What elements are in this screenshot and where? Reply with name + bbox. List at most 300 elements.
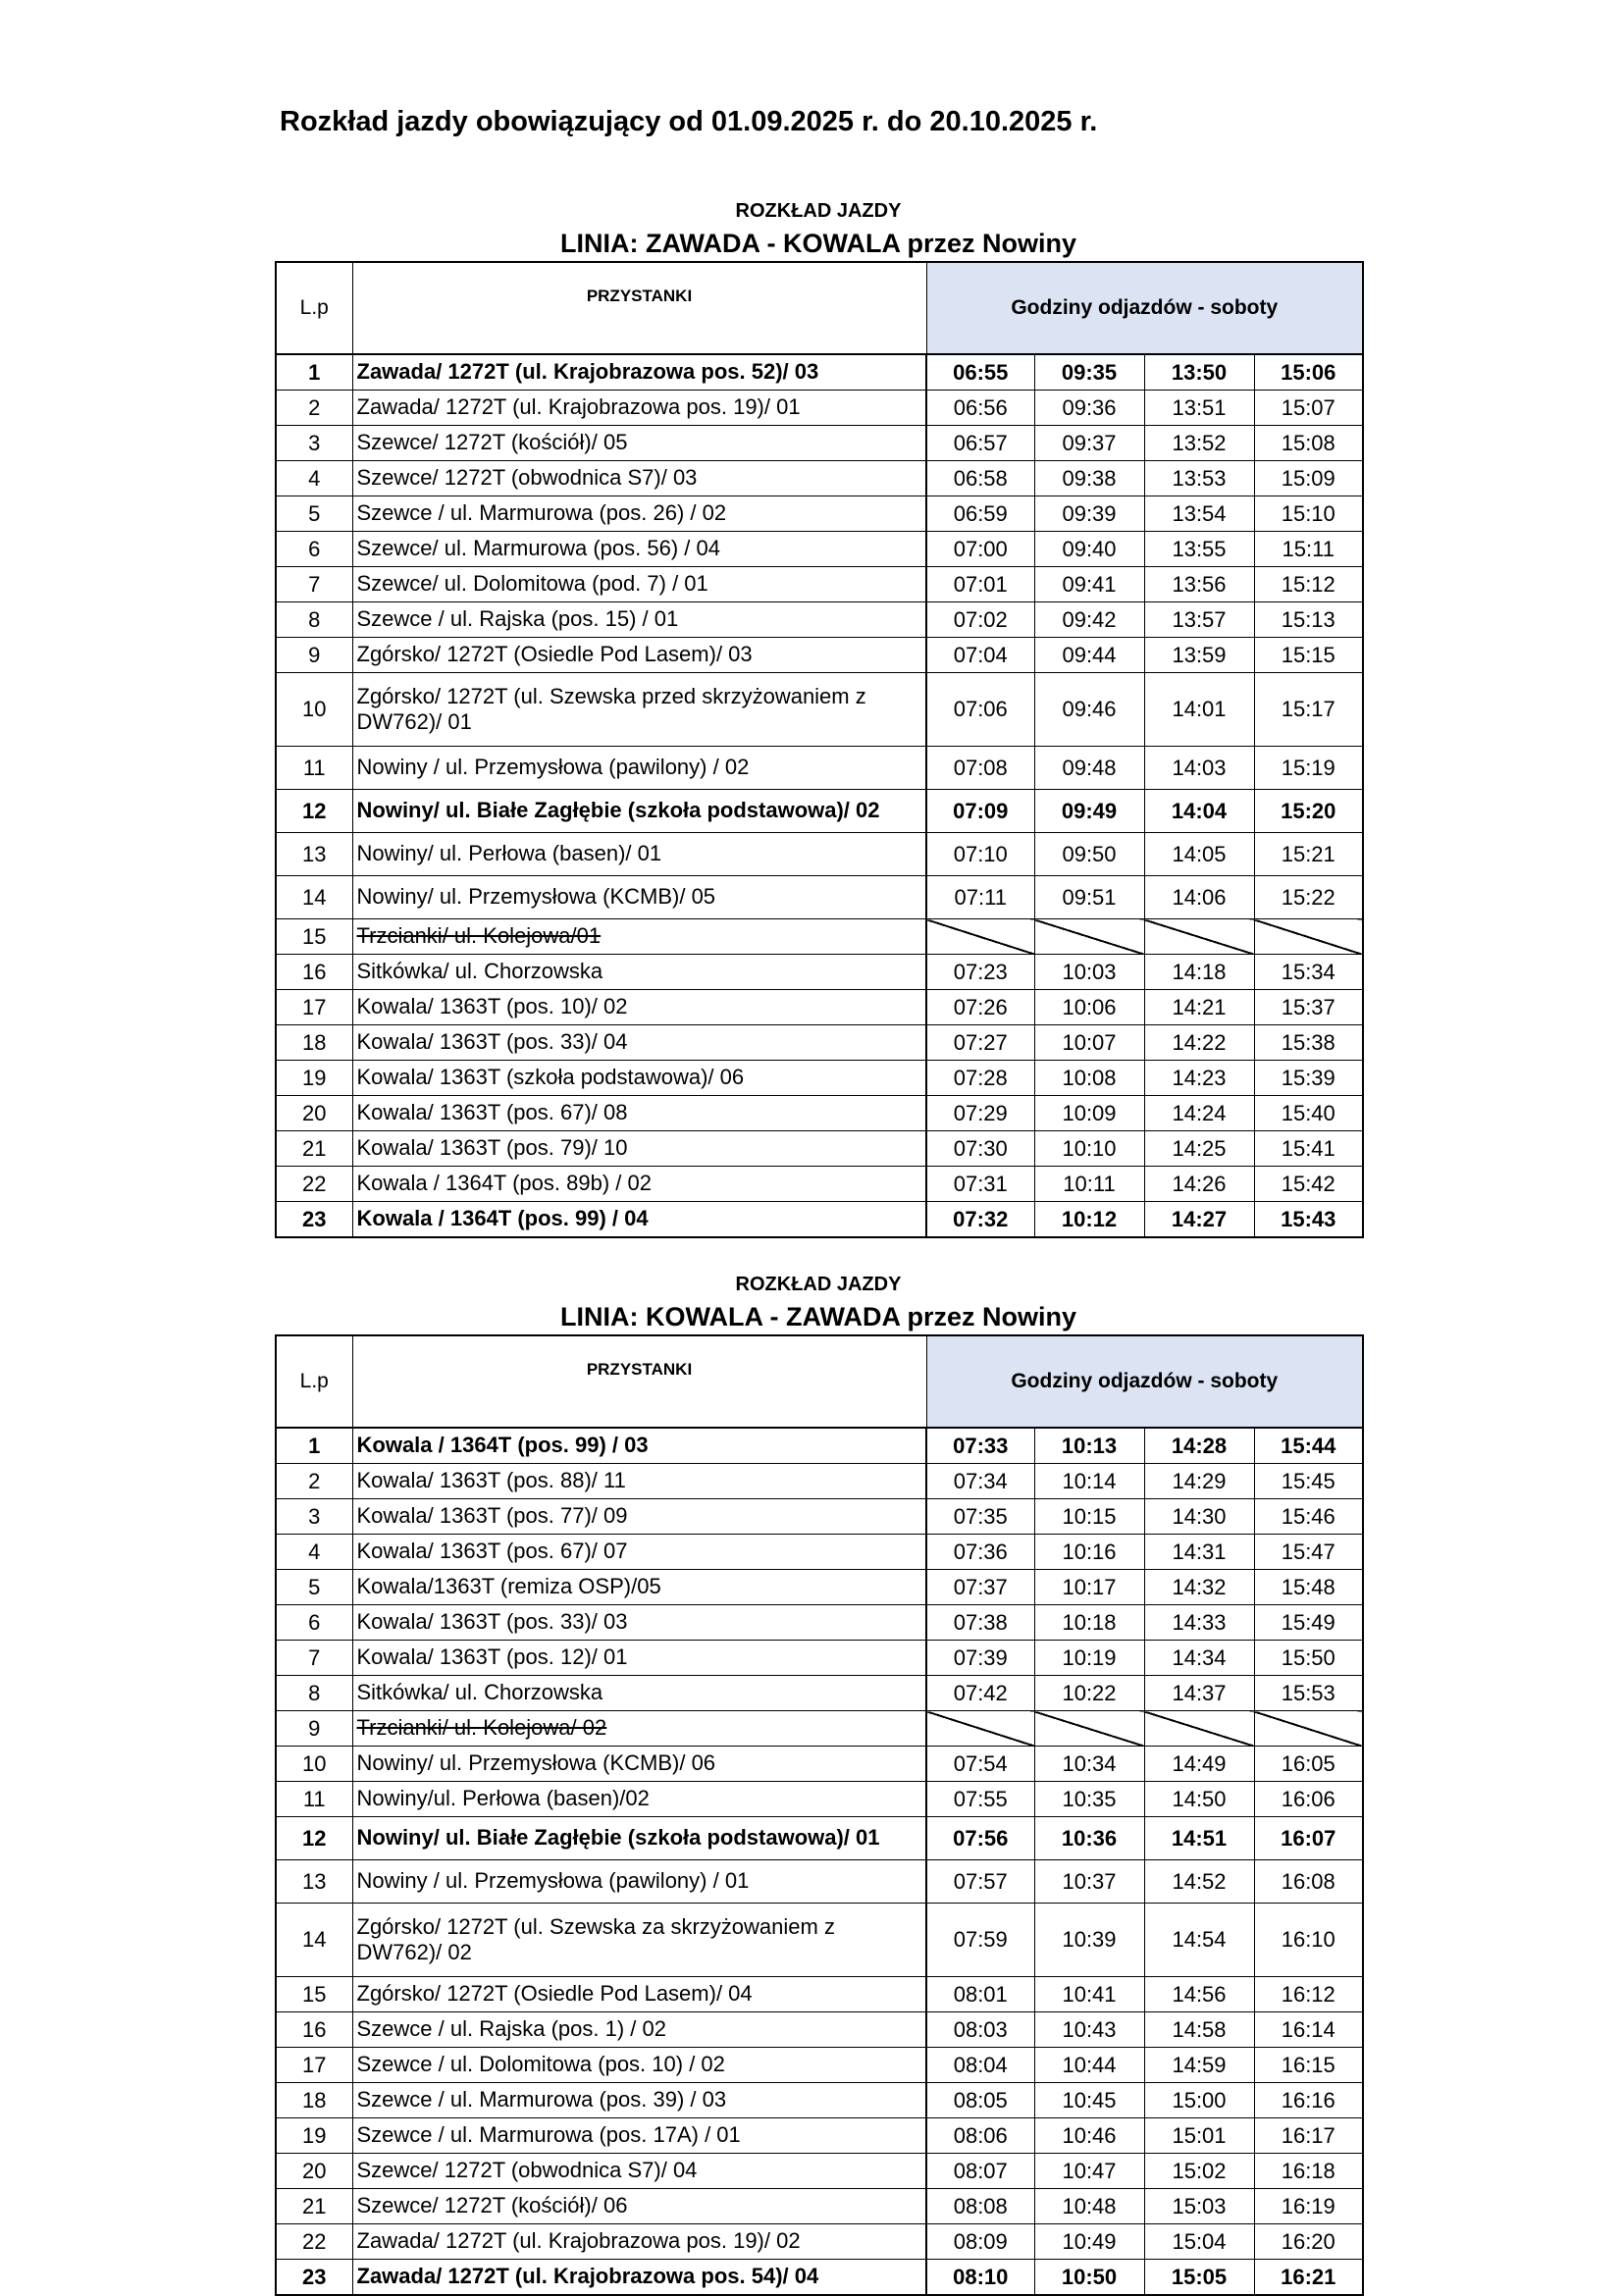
cell-time: 08:07	[926, 2154, 1034, 2189]
cell-stop: Zgórsko/ 1272T (Osiedle Pod Lasem)/ 04	[352, 1977, 926, 2012]
cell-time: 09:50	[1034, 833, 1144, 876]
cell-stop: Szewce/ ul. Dolomitowa (pod. 7) / 01	[352, 567, 926, 602]
cell-time: 15:42	[1254, 1167, 1363, 1202]
header-stops: PRZYSTANKI	[352, 1335, 926, 1428]
section-kicker: ROZKŁAD JAZDY	[735, 1274, 902, 1295]
cell-lp: 18	[276, 2083, 352, 2118]
cell-stop: Szewce / ul. Rajska (pos. 15) / 01	[352, 602, 926, 638]
cell-lp: 20	[276, 1096, 352, 1131]
cell-time: 15:19	[1254, 747, 1363, 790]
cell-lp: 19	[276, 2118, 352, 2154]
cell-stop: Nowiny/ ul. Przemysłowa (KCMB)/ 05	[352, 876, 926, 919]
cell-time: 14:22	[1144, 1025, 1254, 1061]
cell-lp: 14	[276, 876, 352, 919]
table-row	[276, 1535, 1363, 1570]
cell-time: 15:40	[1254, 1096, 1363, 1131]
table-row	[276, 2083, 1363, 2118]
cell-lp: 15	[276, 1977, 352, 2012]
cell-stop: Szewce / ul. Marmurowa (pos. 39) / 03	[352, 2083, 926, 2118]
cell-time: 15:13	[1254, 602, 1363, 638]
table-row	[276, 1977, 1363, 2012]
header-lp: L.p	[276, 262, 352, 354]
cell-time: 14:29	[1144, 1464, 1254, 1499]
cell-no-service	[926, 1711, 1034, 1747]
cell-time: 14:18	[1144, 955, 1254, 990]
cell-time: 07:30	[926, 1131, 1034, 1167]
cell-time: 16:05	[1254, 1747, 1363, 1782]
cell-time: 15:47	[1254, 1535, 1363, 1570]
cell-no-service	[1034, 919, 1144, 955]
table-row	[276, 496, 1363, 532]
cell-time: 14:05	[1144, 833, 1254, 876]
cell-time: 07:59	[926, 1904, 1034, 1977]
cell-time: 14:33	[1144, 1605, 1254, 1641]
cell-stop: Zgórsko/ 1272T (Osiedle Pod Lasem)/ 03	[352, 638, 926, 673]
cell-time: 10:09	[1034, 1096, 1144, 1131]
cell-stop: Kowala/ 1363T (pos. 67)/ 08	[352, 1096, 926, 1131]
cell-time: 14:52	[1144, 1860, 1254, 1904]
cell-stop: Zawada/ 1272T (ul. Krajobrazowa pos. 19)/ 02	[352, 2224, 926, 2260]
cell-time: 14:27	[1144, 1202, 1254, 1238]
cell-lp: 8	[276, 1676, 352, 1711]
cell-time: 10:14	[1034, 1464, 1144, 1499]
cell-time: 09:42	[1034, 602, 1144, 638]
cell-stop: Trzcianki/ ul. Kolejowa/01	[352, 919, 926, 955]
cell-stop: Sitkówka/ ul. Chorzowska	[352, 955, 926, 990]
cell-stop: Zawada/ 1272T (ul. Krajobrazowa pos. 19)/ 01	[352, 391, 926, 426]
cell-time: 09:41	[1034, 567, 1144, 602]
cell-time: 15:21	[1254, 833, 1363, 876]
cell-time: 16:08	[1254, 1860, 1363, 1904]
cell-time: 14:26	[1144, 1167, 1254, 1202]
table-row	[276, 673, 1363, 747]
cell-stop: Kowala/ 1363T (pos. 10)/ 02	[352, 990, 926, 1025]
cell-time: 07:54	[926, 1747, 1034, 1782]
cell-time: 09:40	[1034, 532, 1144, 567]
cell-stop: Kowala/ 1363T (pos. 67)/ 07	[352, 1535, 926, 1570]
table-row	[276, 2154, 1363, 2189]
cell-time: 10:36	[1034, 1817, 1144, 1860]
cell-time: 15:10	[1254, 496, 1363, 532]
cell-time: 15:34	[1254, 955, 1363, 990]
cell-time: 07:00	[926, 532, 1034, 567]
cell-time: 15:44	[1254, 1428, 1363, 1464]
cell-lp: 13	[276, 1860, 352, 1904]
cell-time: 15:43	[1254, 1202, 1363, 1238]
cell-time: 14:30	[1144, 1499, 1254, 1535]
cell-time: 16:19	[1254, 2189, 1363, 2224]
cell-lp: 4	[276, 461, 352, 496]
cell-no-service	[926, 919, 1034, 955]
table-row	[276, 1061, 1363, 1096]
cell-stop: Nowiny/ ul. Perłowa (basen)/ 01	[352, 833, 926, 876]
cell-stop: Kowala/ 1363T (pos. 33)/ 04	[352, 1025, 926, 1061]
cell-time: 14:58	[1144, 2012, 1254, 2048]
cell-time: 15:03	[1144, 2189, 1254, 2224]
cell-lp: 2	[276, 391, 352, 426]
cell-time: 14:49	[1144, 1747, 1254, 1782]
cell-time: 14:03	[1144, 747, 1254, 790]
cell-lp: 9	[276, 638, 352, 673]
cell-time: 09:44	[1034, 638, 1144, 673]
cell-time: 16:14	[1254, 2012, 1363, 2048]
cell-lp: 15	[276, 919, 352, 955]
table-row	[276, 1605, 1363, 1641]
cell-stop: Kowala/ 1363T (pos. 33)/ 03	[352, 1605, 926, 1641]
cell-time: 16:16	[1254, 2083, 1363, 2118]
cell-time: 10:03	[1034, 955, 1144, 990]
cell-time: 13:50	[1144, 354, 1254, 391]
cell-lp: 17	[276, 990, 352, 1025]
cell-time: 07:28	[926, 1061, 1034, 1096]
cell-stop: Kowala/ 1363T (pos. 12)/ 01	[352, 1641, 926, 1676]
cell-lp: 23	[276, 2260, 352, 2296]
cell-stop: Nowiny / ul. Przemysłowa (pawilony) / 01	[352, 1860, 926, 1904]
cell-time: 07:06	[926, 673, 1034, 747]
cell-time: 14:25	[1144, 1131, 1254, 1167]
cell-time: 10:06	[1034, 990, 1144, 1025]
cell-time: 10:37	[1034, 1860, 1144, 1904]
cell-time: 15:46	[1254, 1499, 1363, 1535]
cell-time: 08:06	[926, 2118, 1034, 2154]
cell-time: 10:12	[1034, 1202, 1144, 1238]
cell-time: 14:28	[1144, 1428, 1254, 1464]
table-header-row	[276, 262, 1363, 354]
cell-time: 08:01	[926, 1977, 1034, 2012]
cell-time: 07:23	[926, 955, 1034, 990]
cell-stop: Szewce/ 1272T (obwodnica S7)/ 03	[352, 461, 926, 496]
cell-stop: Zawada/ 1272T (ul. Krajobrazowa pos. 54)/ 04	[352, 2260, 926, 2296]
table-row	[276, 1817, 1363, 1860]
cell-time: 15:53	[1254, 1676, 1363, 1711]
line-title: LINIA: ZAWADA - KOWALA przez Nowiny	[560, 229, 1076, 258]
cell-time: 14:51	[1144, 1817, 1254, 1860]
cell-time: 07:38	[926, 1605, 1034, 1641]
cell-lp: 1	[276, 354, 352, 391]
cell-no-service	[1144, 919, 1254, 955]
header-lp: L.p	[276, 1335, 352, 1428]
cell-time: 15:02	[1144, 2154, 1254, 2189]
table-row	[276, 1711, 1363, 1747]
cell-time: 09:51	[1034, 876, 1144, 919]
cell-time: 07:37	[926, 1570, 1034, 1605]
header-hours: Godziny odjazdów - soboty	[926, 262, 1363, 354]
cell-time: 14:54	[1144, 1904, 1254, 1977]
table-row	[276, 990, 1363, 1025]
cell-time: 08:08	[926, 2189, 1034, 2224]
cell-time: 06:55	[926, 354, 1034, 391]
cell-time: 06:56	[926, 391, 1034, 426]
table-row	[276, 1641, 1363, 1676]
table-row	[276, 747, 1363, 790]
cell-time: 07:42	[926, 1676, 1034, 1711]
cell-time: 14:31	[1144, 1535, 1254, 1570]
cell-lp: 16	[276, 2012, 352, 2048]
table-row	[276, 955, 1363, 990]
cell-time: 13:51	[1144, 391, 1254, 426]
cell-time: 10:45	[1034, 2083, 1144, 2118]
cell-time: 15:48	[1254, 1570, 1363, 1605]
cell-lp: 7	[276, 1641, 352, 1676]
cell-time: 14:21	[1144, 990, 1254, 1025]
cell-time: 10:13	[1034, 1428, 1144, 1464]
table-row	[276, 1782, 1363, 1817]
cell-stop: Zgórsko/ 1272T (ul. Szewska za skrzyżowaniem z DW762)/ 02	[352, 1904, 926, 1977]
cell-no-service	[1034, 1711, 1144, 1747]
cell-time: 10:22	[1034, 1676, 1144, 1711]
cell-time: 16:07	[1254, 1817, 1363, 1860]
cell-time: 14:04	[1144, 790, 1254, 833]
cell-stop: Sitkówka/ ul. Chorzowska	[352, 1676, 926, 1711]
cell-time: 13:52	[1144, 426, 1254, 461]
cell-time: 10:46	[1034, 2118, 1144, 2154]
cell-lp: 5	[276, 496, 352, 532]
cell-time: 10:50	[1034, 2260, 1144, 2296]
cell-stop: Szewce/ 1272T (kościół)/ 06	[352, 2189, 926, 2224]
cell-time: 13:54	[1144, 496, 1254, 532]
cell-lp: 12	[276, 1817, 352, 1860]
table-row	[276, 638, 1363, 673]
section-kicker: ROZKŁAD JAZDY	[735, 200, 902, 222]
cell-time: 09:49	[1034, 790, 1144, 833]
table-row	[276, 876, 1363, 919]
cell-time: 16:10	[1254, 1904, 1363, 1977]
cell-stop: Trzcianki/ ul. Kolejowa/ 02	[352, 1711, 926, 1747]
cell-time: 09:39	[1034, 496, 1144, 532]
cell-lp: 12	[276, 790, 352, 833]
cell-stop: Szewce / ul. Dolomitowa (pos. 10) / 02	[352, 2048, 926, 2083]
cell-stop: Szewce/ ul. Marmurowa (pos. 56) / 04	[352, 532, 926, 567]
cell-stop: Szewce / ul. Rajska (pos. 1) / 02	[352, 2012, 926, 2048]
cell-time: 07:29	[926, 1096, 1034, 1131]
table-row	[276, 1747, 1363, 1782]
table-row	[276, 2260, 1363, 2296]
cell-stop: Szewce / ul. Marmurowa (pos. 17A) / 01	[352, 2118, 926, 2154]
cell-lp: 8	[276, 602, 352, 638]
table-row	[276, 391, 1363, 426]
cell-time: 09:48	[1034, 747, 1144, 790]
cell-time: 07:10	[926, 833, 1034, 876]
cell-stop: Kowala / 1364T (pos. 99) / 04	[352, 1202, 926, 1238]
cell-stop: Nowiny/ ul. Białe Zagłębie (szkoła podstawowa)/ 02	[352, 790, 926, 833]
cell-time: 16:06	[1254, 1782, 1363, 1817]
cell-lp: 22	[276, 2224, 352, 2260]
header-hours: Godziny odjazdów - soboty	[926, 1335, 1363, 1428]
cell-stop: Szewce/ 1272T (obwodnica S7)/ 04	[352, 2154, 926, 2189]
cell-time: 15:11	[1254, 532, 1363, 567]
cell-lp: 21	[276, 1131, 352, 1167]
cell-time: 07:11	[926, 876, 1034, 919]
cell-time: 10:08	[1034, 1061, 1144, 1096]
cell-time: 07:02	[926, 602, 1034, 638]
cell-time: 14:24	[1144, 1096, 1254, 1131]
cell-time: 08:04	[926, 2048, 1034, 2083]
cell-no-service	[1144, 1711, 1254, 1747]
cell-time: 16:15	[1254, 2048, 1363, 2083]
cell-time: 07:56	[926, 1817, 1034, 1860]
cell-time: 10:47	[1034, 2154, 1144, 2189]
cell-lp: 13	[276, 833, 352, 876]
cell-stop: Szewce / ul. Marmurowa (pos. 26) / 02	[352, 496, 926, 532]
cell-no-service	[1254, 919, 1363, 955]
cell-time: 13:56	[1144, 567, 1254, 602]
cell-time: 07:32	[926, 1202, 1034, 1238]
cell-time: 10:49	[1034, 2224, 1144, 2260]
cell-stop: Zgórsko/ 1272T (ul. Szewska przed skrzyżowaniem z DW762)/ 01	[352, 673, 926, 747]
cell-time: 08:09	[926, 2224, 1034, 2260]
cell-time: 07:39	[926, 1641, 1034, 1676]
cell-time: 08:03	[926, 2012, 1034, 2048]
cell-stop: Zawada/ 1272T (ul. Krajobrazowa pos. 52)/ 03	[352, 354, 926, 391]
table-row	[276, 602, 1363, 638]
table-row	[276, 1570, 1363, 1605]
cell-time: 15:00	[1144, 2083, 1254, 2118]
cell-stop: Kowala / 1364T (pos. 99) / 03	[352, 1428, 926, 1464]
cell-time: 09:37	[1034, 426, 1144, 461]
cell-lp: 21	[276, 2189, 352, 2224]
cell-time: 09:36	[1034, 391, 1144, 426]
header-stops: PRZYSTANKI	[352, 262, 926, 354]
cell-time: 07:33	[926, 1428, 1034, 1464]
cell-lp: 14	[276, 1904, 352, 1977]
cell-time: 15:20	[1254, 790, 1363, 833]
cell-time: 16:21	[1254, 2260, 1363, 2296]
cell-time: 07:01	[926, 567, 1034, 602]
cell-lp: 16	[276, 955, 352, 990]
timetable-section-zawada-kowala	[275, 196, 1362, 1238]
cell-lp: 23	[276, 1202, 352, 1238]
cell-time: 10:07	[1034, 1025, 1144, 1061]
table-row	[276, 1676, 1363, 1711]
cell-stop: Kowala/ 1363T (pos. 79)/ 10	[352, 1131, 926, 1167]
table-row	[276, 2189, 1363, 2224]
cell-stop: Kowala/ 1363T (pos. 88)/ 11	[352, 1464, 926, 1499]
cell-time: 16:17	[1254, 2118, 1363, 2154]
cell-time: 15:39	[1254, 1061, 1363, 1096]
cell-stop: Kowala/1363T (remiza OSP)/05	[352, 1570, 926, 1605]
cell-time: 10:41	[1034, 1977, 1144, 2012]
cell-time: 15:38	[1254, 1025, 1363, 1061]
cell-stop: Kowala/ 1363T (pos. 77)/ 09	[352, 1499, 926, 1535]
cell-time: 07:57	[926, 1860, 1034, 1904]
cell-time: 15:49	[1254, 1605, 1363, 1641]
cell-stop: Nowiny/ ul. Przemysłowa (KCMB)/ 06	[352, 1747, 926, 1782]
table-row	[276, 1904, 1363, 1977]
table-row	[276, 532, 1363, 567]
cell-time: 10:34	[1034, 1747, 1144, 1782]
table-row	[276, 2048, 1363, 2083]
cell-time: 07:31	[926, 1167, 1034, 1202]
cell-time: 10:10	[1034, 1131, 1144, 1167]
cell-lp: 11	[276, 747, 352, 790]
cell-lp: 5	[276, 1570, 352, 1605]
cell-stop: Kowala / 1364T (pos. 89b) / 02	[352, 1167, 926, 1202]
cell-time: 08:05	[926, 2083, 1034, 2118]
cell-stop: Nowiny/ ul. Białe Zagłębie (szkoła podstawowa)/ 01	[352, 1817, 926, 1860]
cell-time: 14:32	[1144, 1570, 1254, 1605]
cell-lp: 11	[276, 1782, 352, 1817]
cell-lp: 10	[276, 1747, 352, 1782]
cell-time: 15:22	[1254, 876, 1363, 919]
cell-time: 08:10	[926, 2260, 1034, 2296]
cell-lp: 18	[276, 1025, 352, 1061]
table-row	[276, 1428, 1363, 1464]
cell-lp: 22	[276, 1167, 352, 1202]
cell-time: 14:06	[1144, 876, 1254, 919]
cell-stop: Szewce/ 1272T (kościół)/ 05	[352, 426, 926, 461]
table-row	[276, 2012, 1363, 2048]
cell-lp: 1	[276, 1428, 352, 1464]
table-row	[276, 354, 1363, 391]
table-row	[276, 2224, 1363, 2260]
cell-time: 15:07	[1254, 391, 1363, 426]
cell-time: 10:18	[1034, 1605, 1144, 1641]
cell-time: 10:43	[1034, 2012, 1144, 2048]
cell-time: 15:05	[1144, 2260, 1254, 2296]
cell-time: 10:48	[1034, 2189, 1144, 2224]
cell-time: 15:01	[1144, 2118, 1254, 2154]
cell-time: 14:59	[1144, 2048, 1254, 2083]
cell-time: 15:15	[1254, 638, 1363, 673]
cell-time: 14:50	[1144, 1782, 1254, 1817]
table-row	[276, 833, 1363, 876]
table-row	[276, 1096, 1363, 1131]
cell-time: 15:45	[1254, 1464, 1363, 1499]
table-row	[276, 1464, 1363, 1499]
cell-time: 10:39	[1034, 1904, 1144, 1977]
table-row	[276, 1202, 1363, 1238]
cell-lp: 10	[276, 673, 352, 747]
cell-time: 15:09	[1254, 461, 1363, 496]
cell-time: 13:57	[1144, 602, 1254, 638]
table-row	[276, 567, 1363, 602]
page-title: Rozkład jazdy obowiązujący od 01.09.2025 r. do 20.10.2025 r.	[280, 106, 1098, 137]
cell-time: 16:18	[1254, 2154, 1363, 2189]
table-row	[276, 790, 1363, 833]
cell-time: 15:50	[1254, 1641, 1363, 1676]
cell-lp: 2	[276, 1464, 352, 1499]
cell-time: 06:58	[926, 461, 1034, 496]
table-row	[276, 1025, 1363, 1061]
cell-time: 07:04	[926, 638, 1034, 673]
cell-time: 06:57	[926, 426, 1034, 461]
table-row	[276, 919, 1363, 955]
cell-time: 07:36	[926, 1535, 1034, 1570]
cell-time: 13:55	[1144, 532, 1254, 567]
cell-time: 10:44	[1034, 2048, 1144, 2083]
cell-time: 10:35	[1034, 1782, 1144, 1817]
cell-time: 14:23	[1144, 1061, 1254, 1096]
table-row	[276, 2118, 1363, 2154]
cell-time: 15:12	[1254, 567, 1363, 602]
cell-time: 09:46	[1034, 673, 1144, 747]
cell-time: 14:56	[1144, 1977, 1254, 2012]
timetable	[275, 261, 1364, 1238]
cell-time: 06:59	[926, 496, 1034, 532]
cell-lp: 6	[276, 1605, 352, 1641]
cell-time: 15:17	[1254, 673, 1363, 747]
cell-lp: 7	[276, 567, 352, 602]
cell-time: 07:55	[926, 1782, 1034, 1817]
table-row	[276, 1499, 1363, 1535]
cell-time: 10:17	[1034, 1570, 1144, 1605]
cell-stop: Kowala/ 1363T (szkoła podstawowa)/ 06	[352, 1061, 926, 1096]
cell-time: 15:37	[1254, 990, 1363, 1025]
cell-time: 07:27	[926, 1025, 1034, 1061]
cell-time: 14:01	[1144, 673, 1254, 747]
cell-time: 15:08	[1254, 426, 1363, 461]
cell-time: 10:19	[1034, 1641, 1144, 1676]
